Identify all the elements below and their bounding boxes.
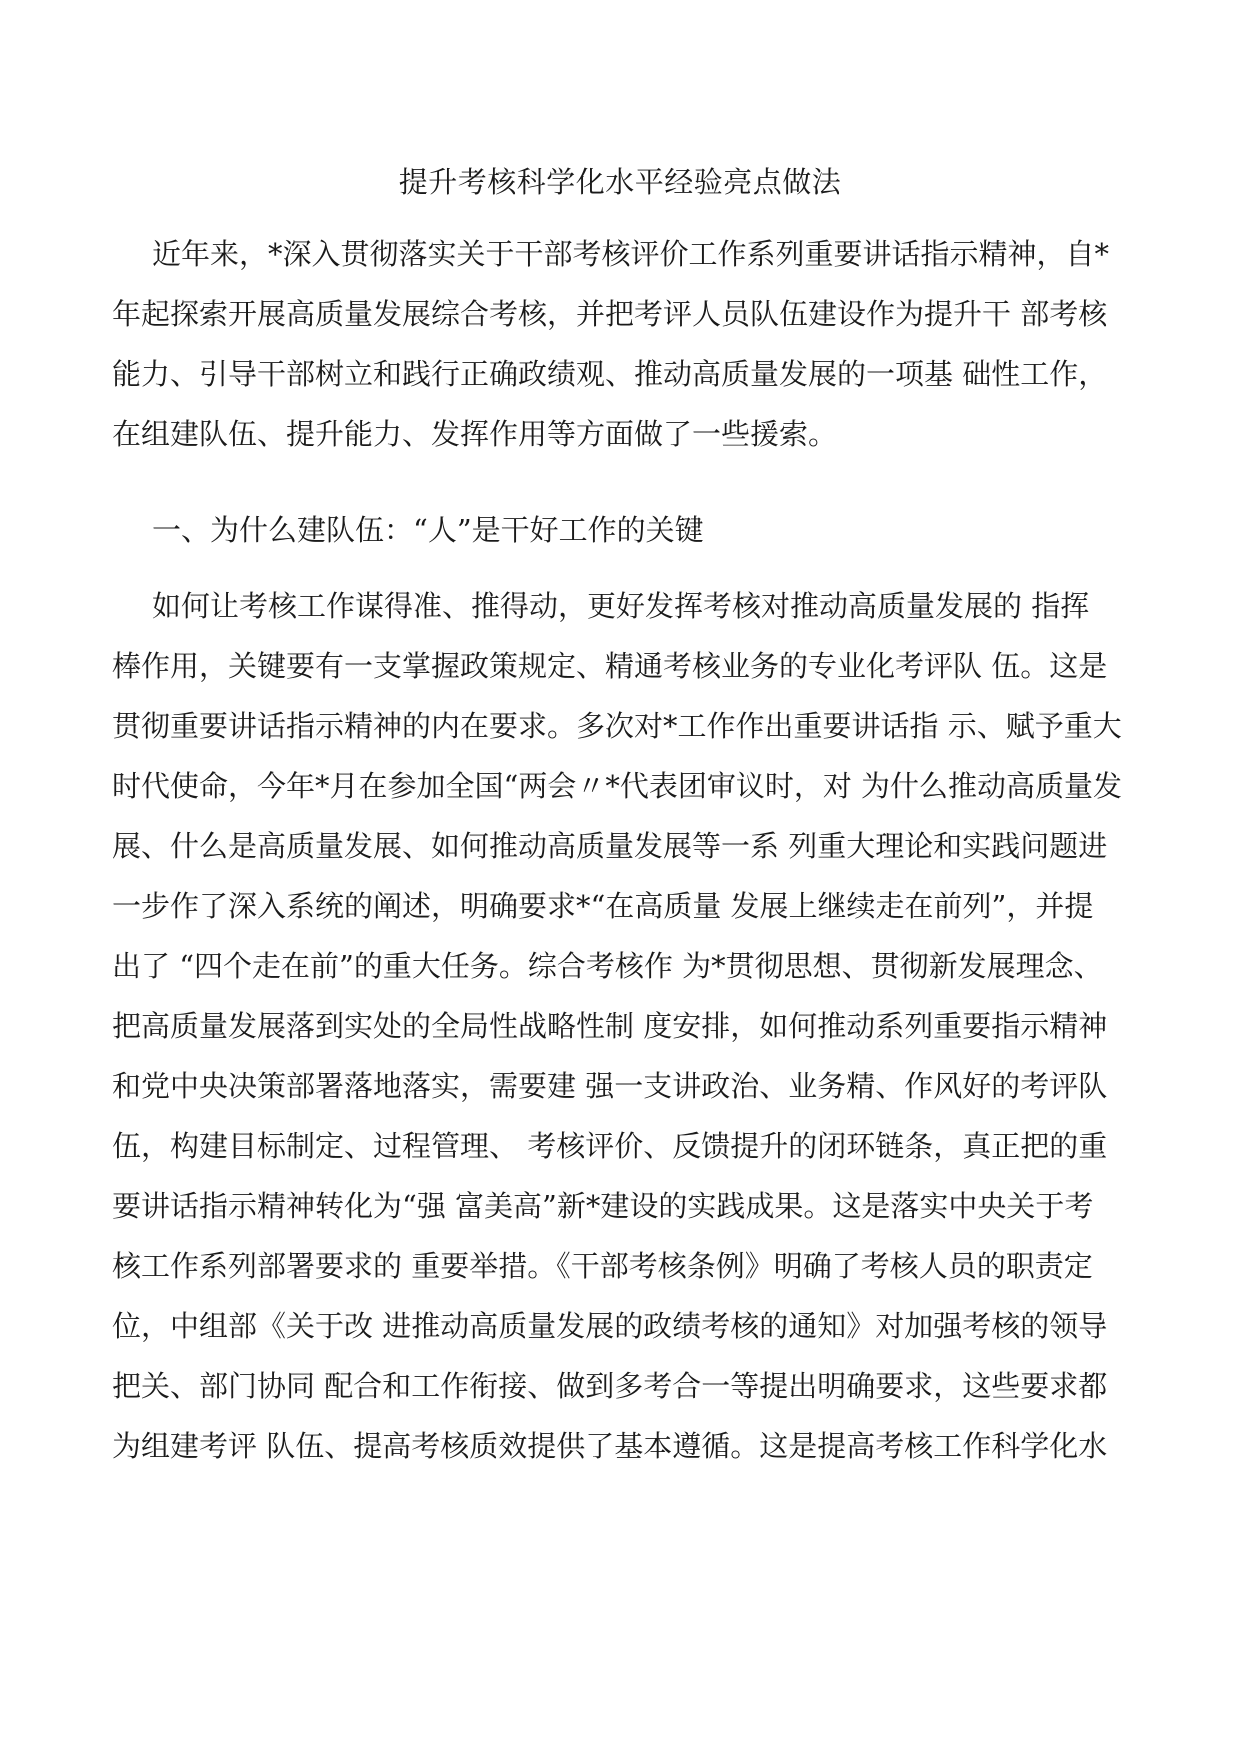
body-line-11: 一步作了深入系统的阐述，明确要求*“在高质量 发展上继续走在前列”，并提 (112, 889, 1094, 923)
body-line-19: 把关、部门协同 配合和工作衔接、做到多考合一等提出明确要求，这些要求都 (112, 1369, 1108, 1403)
body-line-17: 核工作系列部署要求的 重要举措。《干部考核条例》明确了考核人员的职责定 (112, 1249, 1093, 1283)
body-line-9: 时代使命，今年*月在参加全国“两会〃*代表团审议时，对 为什么推动高质量发 (112, 769, 1123, 803)
body-line-8: 贯彻重要讲话指示精神的内在要求。多次对*工作作出重要讲话指 示、赋予重大 (112, 709, 1122, 743)
body-line-1: 近年来，*深入贯彻落实关于干部考核评价工作系列重要讲话指示精神，自* (152, 237, 1110, 271)
body-line-7: 棒作用，关键要有一支掌握政策规定、精通考核业务的专业化考评队 伍。这是 (112, 649, 1108, 683)
body-line-6: 如何让考核工作谋得准、推得动，更好发挥考核对推动高质量发展的 指挥 (152, 589, 1090, 623)
body-line-15: 伍，构建目标制定、过程管理、 考核评价、反馈提升的闭环链条，真正把的重 (112, 1129, 1108, 1163)
body-line-4: 在组建队伍、提升能力、发挥作用等方面做了一些援索。 (112, 417, 838, 451)
body-line-12: 出了 “四个走在前”的重大任务。综合考核作 为*贯彻思想、贯彻新发展理念、 (112, 949, 1103, 983)
body-line-2: 年起探索开展高质量发展综合考核，并把考评人员队伍建设作为提升干 部考核 (112, 297, 1108, 331)
body-line-14: 和党中央决策部署落地落实，需要建 强一支讲政治、业务精、作风好的考评队 (112, 1069, 1108, 1103)
document-title: 提升考核科学化水平经验亮点做法 (398, 165, 842, 199)
section-heading-1: 一、为什么建队伍：“人”是干好工作的关键 (152, 513, 704, 547)
body-line-3: 能力、引导干部树立和践行正确政绩观、推动高质量发展的一项基 础性工作， (112, 357, 1108, 391)
body-line-16: 要讲话指示精神转化为“强 富美高”新*建设的实践成果。这是落实中央关于考 (112, 1189, 1094, 1223)
body-line-18: 位，中组部《关于改 进推动高质量发展的政绩考核的通知》对加强考核的领导 (112, 1309, 1108, 1343)
body-line-20: 为组建考评 队伍、提高考核质效提供了基本遵循。这是提高考核工作科学化水 (112, 1429, 1108, 1463)
body-line-10: 展、什么是高质量发展、如何推动高质量发展等一系 列重大理论和实践问题进 (112, 829, 1108, 863)
body-line-13: 把高质量发展落到实处的全局性战略性制 度安排，如何推动系列重要指示精神 (112, 1009, 1108, 1043)
